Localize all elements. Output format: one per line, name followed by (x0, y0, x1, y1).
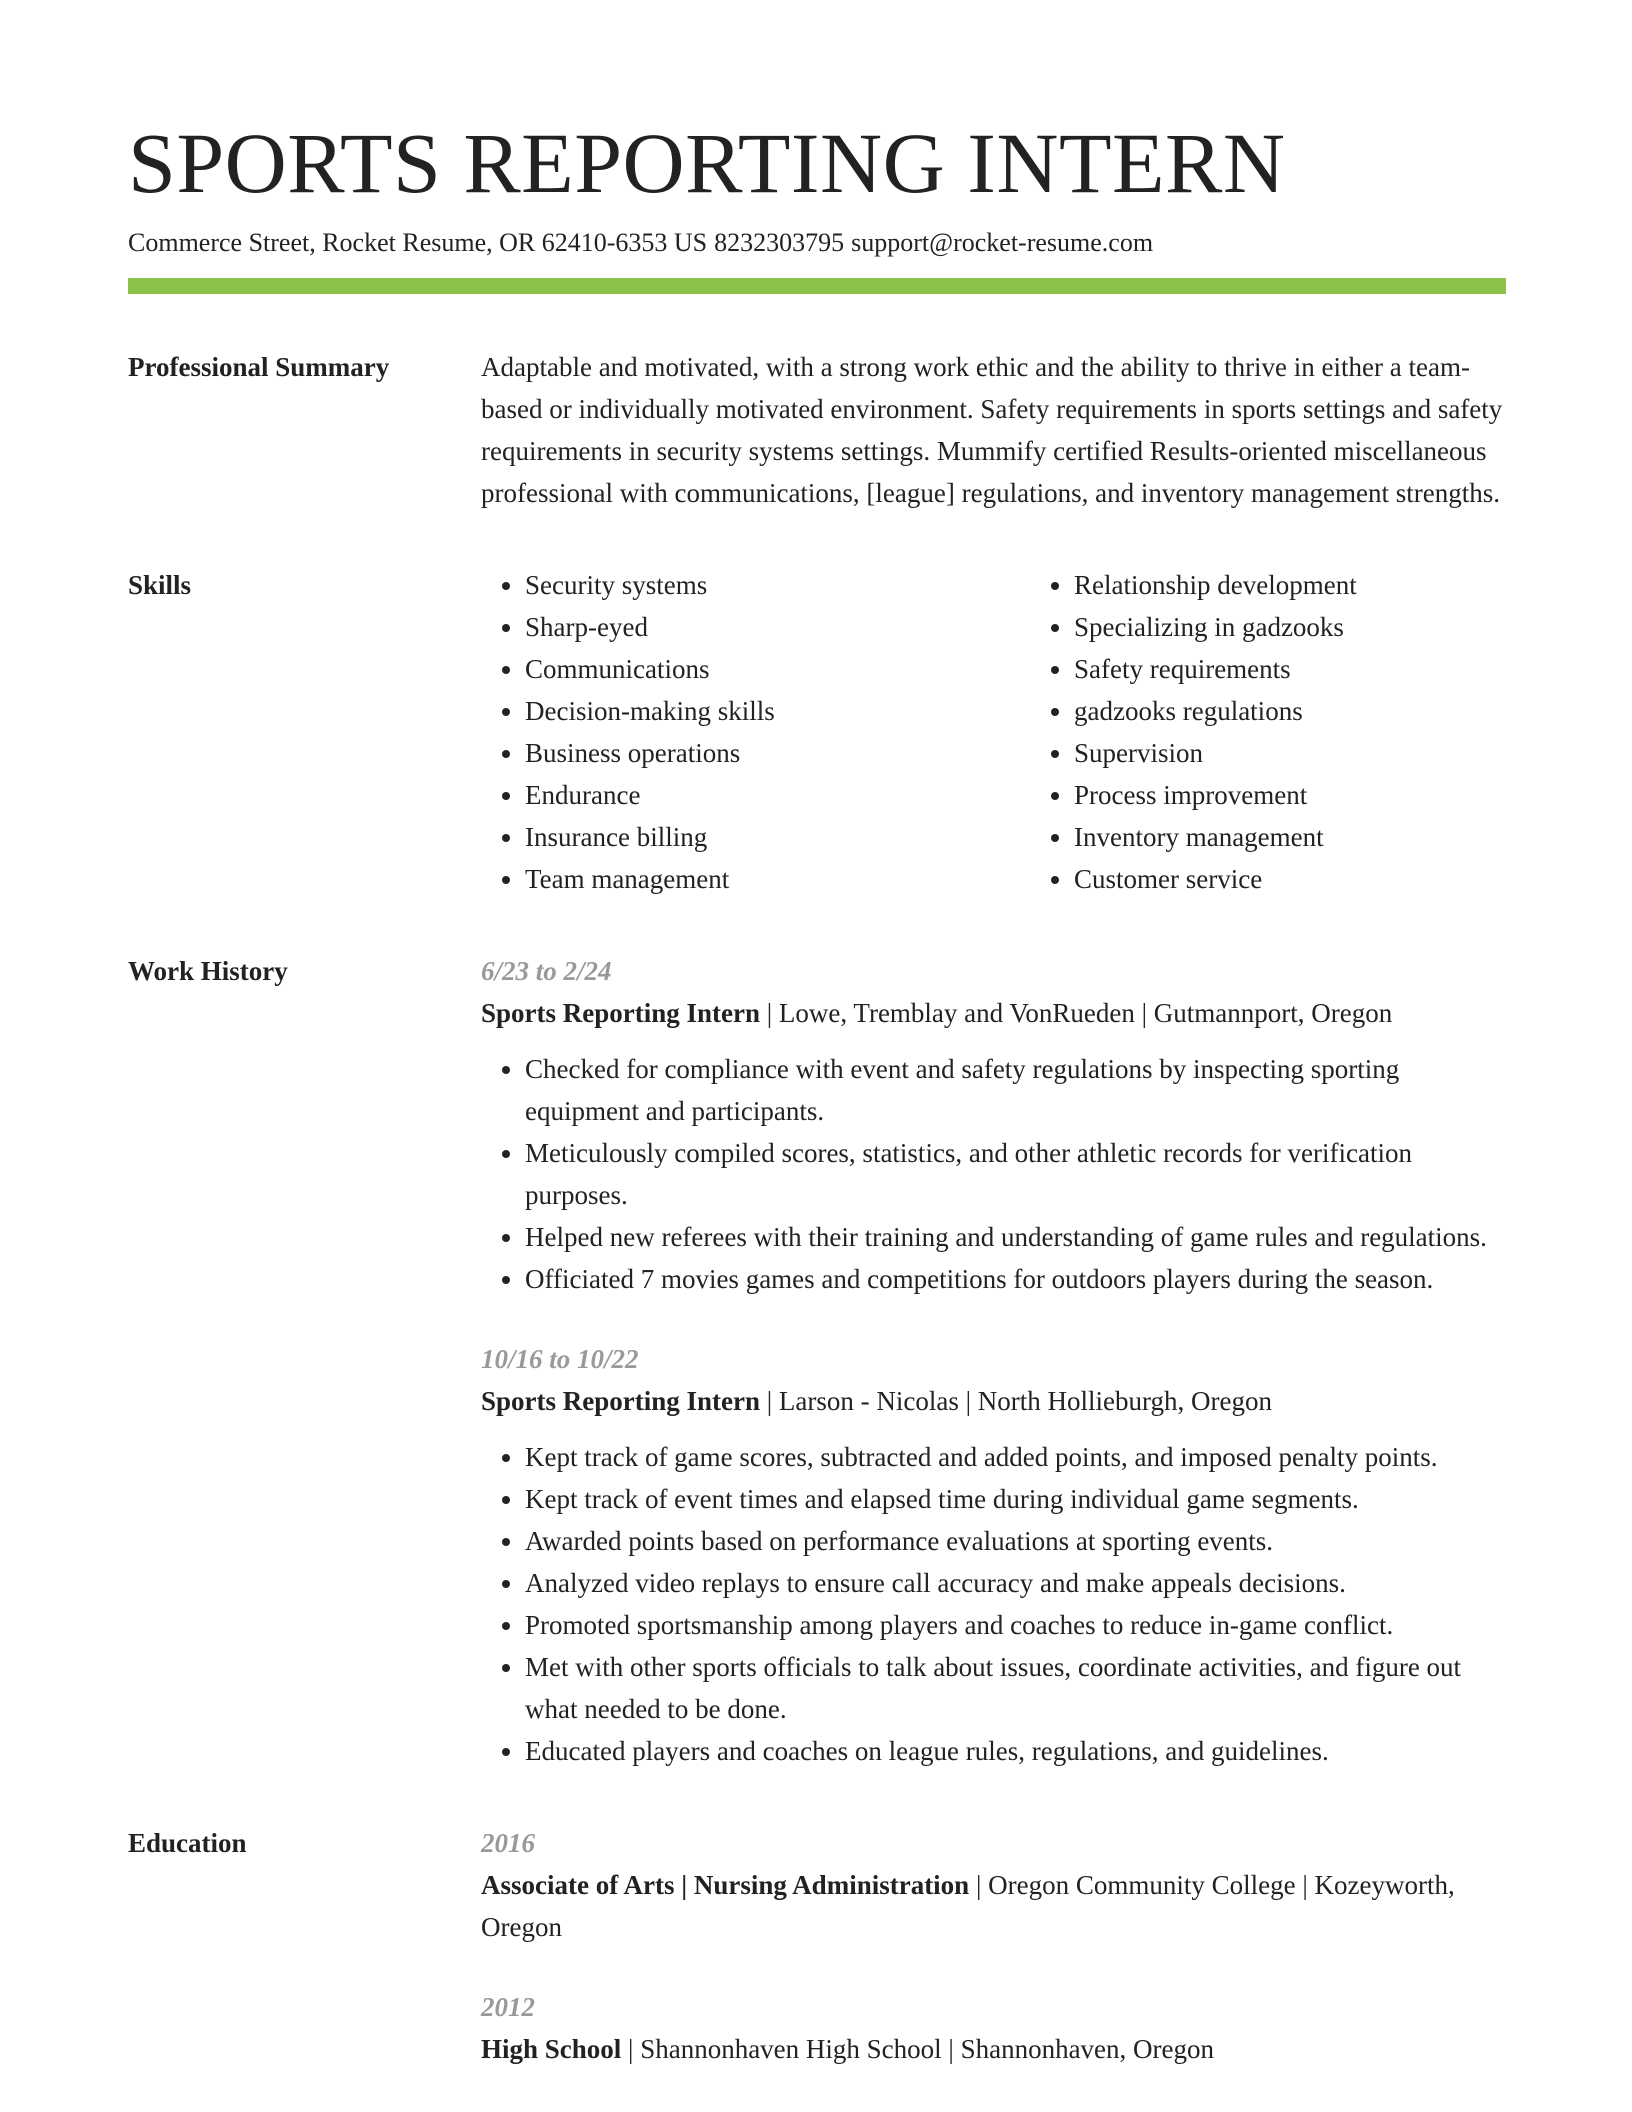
work-title-line (481, 992, 1506, 1034)
contact-email: support@rocket-resume.com (851, 228, 1154, 258)
work-dates: 10/16 to 10/22 (481, 1344, 639, 1375)
summary-heading: Professional Summary (128, 352, 390, 383)
work-bullet: • Met with other sports officials to talk about issues, coordinate activities, and figure out what needed to be done. (525, 1646, 1506, 1730)
education-year: 2012 (481, 1992, 535, 2023)
work-bullet: • Analyzed video replays to ensure call accuracy and make appeals decisions. (525, 1562, 1506, 1604)
work-bullets (481, 1436, 1506, 1772)
work-title-line (481, 1380, 1506, 1422)
skill-item: • Insurance billing (525, 816, 1030, 858)
contact-line (128, 226, 1506, 260)
skills-grid (481, 564, 1579, 900)
resume-name: SPORTS REPORTING INTERN (128, 115, 1286, 211)
skill-item: • Decision-making skills (525, 690, 1030, 732)
skill-item: • Specializing in gadzooks (1074, 606, 1579, 648)
work-entry (481, 1338, 1506, 1772)
skills-column-left (481, 564, 1030, 900)
work-bullet: • Educated players and coaches on league rules, regulations, and guidelines. (525, 1730, 1506, 1772)
summary-text: Adaptable and motivated, with a strong work ethic and the ability to thrive in either a team-based or individually motivated environment. Safety requirements in sports settings and safety requirements in security systems settings. Mummify certified Results-oriented miscellaneous professional with communications, [league] regulations, and inventory management strengths. (481, 352, 1503, 509)
skill-item: • Process improvement (1074, 774, 1579, 816)
skill-item: • Team management (525, 858, 1030, 900)
skill-item: • Business operations (525, 732, 1030, 774)
school-details: | Shannonhaven High School | Shannonhaven, Oregon (621, 2034, 1215, 2065)
skill-item: • Relationship development (1074, 564, 1579, 606)
skill-item: • Communications (525, 648, 1030, 690)
work-history-section (128, 950, 1506, 1772)
skills-section (128, 564, 1506, 900)
work-bullet: • Officiated 7 movies games and competitions for outdoors players during the season. (525, 1258, 1506, 1300)
work-bullet: • Promoted sportsmanship among players and coaches to reduce in-game conflict. (525, 1604, 1506, 1646)
skill-item: • Customer service (1074, 858, 1579, 900)
school-details: | Oregon Community College | Kozeyworth, Oregon (481, 1870, 1455, 1943)
skill-item: • Safety requirements (1074, 648, 1579, 690)
skill-item: • Endurance (525, 774, 1030, 816)
header-divider (128, 278, 1506, 294)
skill-item: • Supervision (1074, 732, 1579, 774)
education-title-line (481, 1864, 1506, 1948)
education-year: 2016 (481, 1828, 535, 1859)
skills-column-right (1030, 564, 1579, 900)
education-entry (481, 1986, 1506, 2070)
education-section (128, 1822, 1506, 2070)
education-title-line (481, 2028, 1506, 2070)
job-details: | Lowe, Tremblay and VonRueden | Gutmannport, Oregon (760, 998, 1393, 1029)
skill-item: • Security systems (525, 564, 1030, 606)
work-bullet: • Helped new referees with their training and understanding of game rules and regulations. (525, 1216, 1506, 1258)
work-bullet: • Checked for compliance with event and safety regulations by inspecting sporting equipment and participants. (525, 1048, 1506, 1132)
resume-page (128, 115, 1506, 2070)
skills-heading: Skills (128, 570, 192, 601)
job-title: Sports Reporting Intern (481, 998, 761, 1029)
contact-address: Commerce Street, Rocket Resume, OR 62410-6353 US (128, 228, 708, 258)
skill-item: • gadzooks regulations (1074, 690, 1579, 732)
degree-name: Associate of Arts | Nursing Administration (481, 1870, 970, 1901)
skill-item: • Inventory management (1074, 816, 1579, 858)
skill-item: • Sharp-eyed (525, 606, 1030, 648)
summary-section (128, 346, 1506, 514)
job-title: Sports Reporting Intern (481, 1386, 761, 1417)
work-bullet: • Awarded points based on performance evaluations at sporting events. (525, 1520, 1506, 1562)
job-details: | Larson - Nicolas | North Hollieburgh, Oregon (760, 1386, 1272, 1417)
work-history-heading: Work History (128, 956, 288, 987)
work-bullets (481, 1048, 1506, 1300)
work-entry (481, 950, 1506, 1300)
education-entry (481, 1822, 1506, 1948)
work-bullet: • Meticulously compiled scores, statistics, and other athletic records for verification purposes. (525, 1132, 1506, 1216)
work-dates: 6/23 to 2/24 (481, 956, 612, 987)
contact-phone: 8232303795 (714, 228, 845, 258)
work-bullet: • Kept track of game scores, subtracted and added points, and imposed penalty points. (525, 1436, 1506, 1478)
work-bullet: • Kept track of event times and elapsed time during individual game segments. (525, 1478, 1506, 1520)
education-heading: Education (128, 1828, 247, 1859)
degree-name: High School (481, 2034, 622, 2065)
